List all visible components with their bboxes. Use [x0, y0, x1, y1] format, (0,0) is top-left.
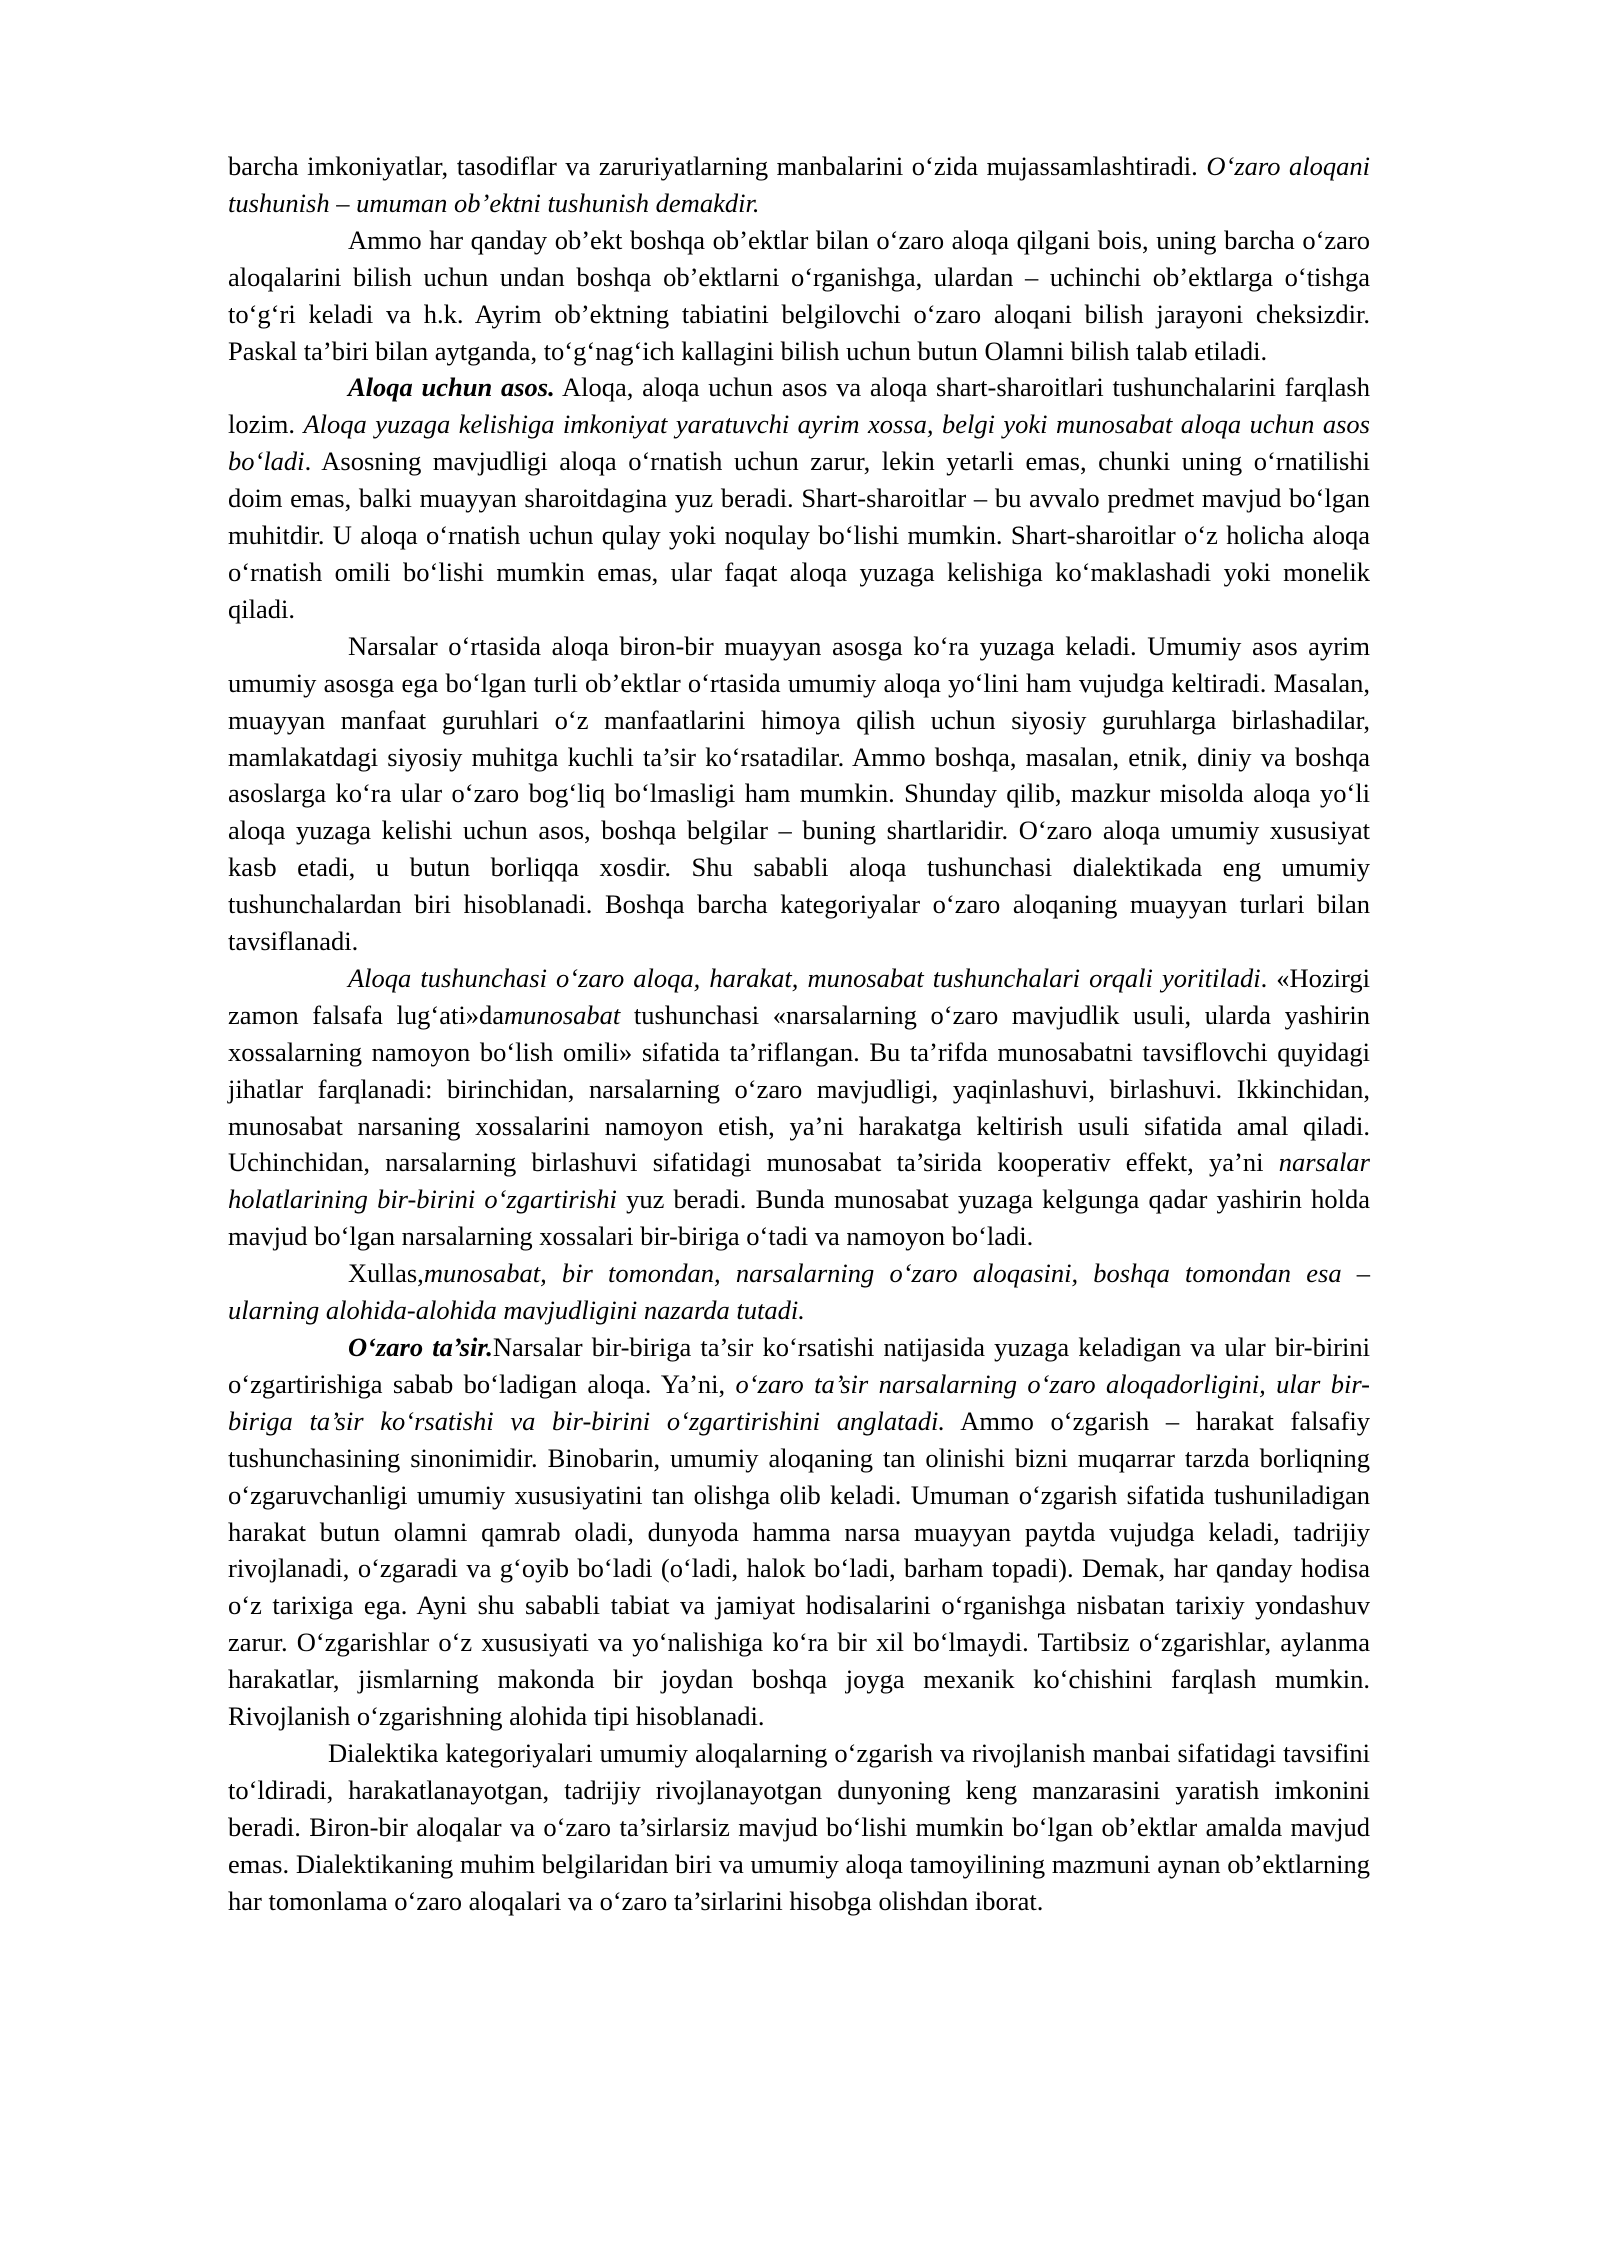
italic-run: Aloqa tushunchasi o‘zaro aloqa, harakat, munosabat tushunchalari orqali yoritiladi [348, 962, 1261, 993]
paragraph-8 [228, 1735, 1370, 1920]
italic-run: Aloqa yuzaga kelishiga imkoniyat yaratuvchi ayrim xossa, belgi yoki munosabat aloqa uchun asos bo‘ladi [228, 409, 1370, 477]
paragraph-1 [228, 148, 1370, 222]
text-run: Ammo o‘zgarish – harakat falsafiy tushunchasining sinonimidir. Binobarin, umumiy aloqaning tan olinishi bizni muqarrar tarzda borliqning o‘zgaruvchanligi umumiy xususiyatini tan olishga olib keladi. Umuman o‘zgarish sifatida tushuniladigan harakat butun olamni qamrab oladi, dunyoda hamma narsa muayyan paytda vujudga keladi, tadrijiy rivojlanadi, o‘zgaradi va g‘oyib bo‘ladi (o‘ladi, halok bo‘ladi, barham topadi). Demak, har qanday hodisa o‘z tarixiga ega. Ayni shu sababli tabiat va jamiyat hodisalarini o‘rganishga nisbatan tarixiy yondashuv zarur. O‘zgarishlar o‘z xususiyati va yo‘nalishiga ko‘ra bir xil bo‘lmaydi. Tartibsiz o‘zgarishlar, aylanma harakatlar, jismlarning makonda bir joydan boshqa joyga mexanik ko‘chishini farqlash mumkin. Rivojlanish o‘zgarishning alohida tipi hisoblanadi. [228, 1405, 1370, 1732]
paragraph-6 [228, 1255, 1370, 1329]
paragraph-5 [228, 960, 1370, 1255]
text-run: Dialektika kategoriyalari umumiy aloqalarning o‘zgarish va rivojlanish manbai sifatidagi tavsifini to‘ldiradi, harakatlanayotgan, tadrijiy rivojlanayotgan dunyoning keng manzarasini yaratish imkonini beradi. Biron-bir aloqalar va o‘zaro ta’sirlarsiz mavjud bo‘lishi mumkin bo‘lgan ob’ektlar amalda mavjud emas. Dialektikaning muhim belgilaridan biri va umumiy aloqa tamoyilining mazmuni aynan ob’ektlarning har tomonlama o‘zaro aloqalari va o‘zaro ta’sirlarini hisobga olishdan iborat. [228, 1737, 1370, 1916]
text-run: . «Hozirgi zamon falsafa lug‘ati»da [228, 962, 1370, 1030]
text-run: Ammo har qanday ob’ekt boshqa ob’ektlar bilan o‘zaro aloqa qilgani bois, uning barcha o‘zaro aloqalarini bilish uchun undan boshqa ob’ektlarni o‘rganishga, ulardan – uchinchi ob’ektlarga o‘tishga to‘g‘ri keladi va h.k. Ayrim ob’ektning tabiatini belgilovchi o‘zaro aloqani bilish jarayoni cheksizdir. Paskal ta’biri bilan aytganda, to‘g‘nag‘ich kallagini bilish uchun butun Olamni bilish talab etiladi. [228, 224, 1370, 366]
text-run: Aloqa, aloqa uchun asos va aloqa shart-sharoitlari tushunchalarini farqlash lozim. [228, 372, 1370, 440]
paragraph-3 [228, 369, 1370, 627]
italic-run: munosabat, bir tomondan, narsalarning o‘zaro aloqasini, boshqa tomondan esa – ularning alohida-alohida mavjudligini nazarda tutadi. [228, 1258, 1370, 1326]
text-run: Xullas, [348, 1258, 424, 1289]
italic-run: o‘zaro ta’sir narsalarning o‘zaro aloqadorligini, ular bir-biriga ta’sir ko‘rsatishi va bir-birini o‘zgartirishini anglatadi. [228, 1368, 1370, 1436]
text-run: Narsalar bir-biriga ta’sir ko‘rsatishi natijasida yuzaga keladigan va ular bir-birini o‘zgartirishiga sabab bo‘ladigan aloqa. Ya’ni, [228, 1332, 1370, 1399]
paragraph-7 [228, 1329, 1370, 1735]
paragraph-2 [228, 222, 1370, 370]
paragraph-4 [228, 628, 1370, 960]
italic-run: O‘zaro aloqani tushunish – umuman ob’ektni tushunish demakdir. [228, 151, 1370, 218]
italic-run: munosabat [503, 999, 621, 1030]
text-run: yuz beradi. Bunda munosabat yuzaga kelgunga qadar yashirin holda mavjud bo‘lgan narsalarning xossalari bir-biriga o‘tadi va namoyon bo‘ladi. [228, 1184, 1370, 1252]
document-page [228, 148, 1370, 1920]
text-run: barcha imkoniyatlar, tasodiflar va zaruriyatlarning manbalarini o‘zida mujassamlashtiradi. [228, 151, 1207, 181]
text-run: Narsalar o‘rtasida aloqa biron-bir muayyan asosga ko‘ra yuzaga keladi. Umumiy asos ayrim umumiy asosga ega bo‘lgan turli ob’ektlar o‘rtasida umumiy aloqa yo‘lini ham vujudga keltiradi. Masalan, muayyan manfaat guruhlari o‘z manfaatlarini himoya qilish uchun siyosiy guruhlarga birlashadilar, mamlakatdagi siyosiy muhitga kuchli ta’sir ko‘rsatadilar. Ammo boshqa, masalan, etnik, diniy va boshqa asoslarga ko‘ra ular o‘zaro bog‘liq bo‘lmasligi ham mumkin. Shunday qilib, mazkur misolda aloqa yo‘li aloqa yuzaga kelishi uchun asos, boshqa belgilar – buning shartlaridir. O‘zaro aloqa umumiy xususiyat kasb etadi, u butun borliqqa xosdir. Shu sababli aloqa tushunchasi dialektikada eng umumiy tushunchalardan biri hisoblanadi. Boshqa barcha kategoriyalar o‘zaro aloqaning muayyan turlari bilan tavsiflanadi. [228, 630, 1370, 957]
section-heading-aloqa-uchun-asos: Aloqa uchun asos. [348, 372, 555, 403]
text-run: tushunchasi «narsalarning o‘zaro mavjudlik usuli, ularda yashirin xossalarning namoyon bo‘lish omili» sifatida ta’riflangan. Bu ta’rifda munosabatni tavsiflovchi quyidagi jihatlar farqlanadi: birinchidan, narsalarning o‘zaro mavjudligi, yaqinlashuvi, birlashuvi. Ikkinchidan, munosabat narsaning xossalarini namoyon etish, ya’ni harakatga keltirish usuli sifatida amal qiladi. Uchinchidan, narsalarning birlashuvi sifatidagi munosabat ta’sirida kooperativ effekt, ya’ni [228, 999, 1371, 1178]
text-run: . Asosning mavjudligi aloqa o‘rnatish uchun zarur, lekin yetarli emas, chunki uning o‘rnatilishi doim emas, balki muayyan sharoitdagina yuz beradi. Shart-sharoitlar – bu avvalo predmet mavjud bo‘lgan muhitdir. U aloqa o‘rnatish uchun qulay yoki noqulay bo‘lishi mumkin. Shart-sharoitlar o‘z holicha aloqa o‘rnatish omili bo‘lishi mumkin emas, ular faqat aloqa yuzaga kelishiga ko‘maklashadi yoki monelik qiladi. [228, 446, 1370, 624]
section-heading-ozaro-tasir: O‘zaro ta’sir. [348, 1332, 493, 1362]
italic-run: narsalar holatlarining bir-birini o‘zgartirishi [228, 1147, 1370, 1215]
